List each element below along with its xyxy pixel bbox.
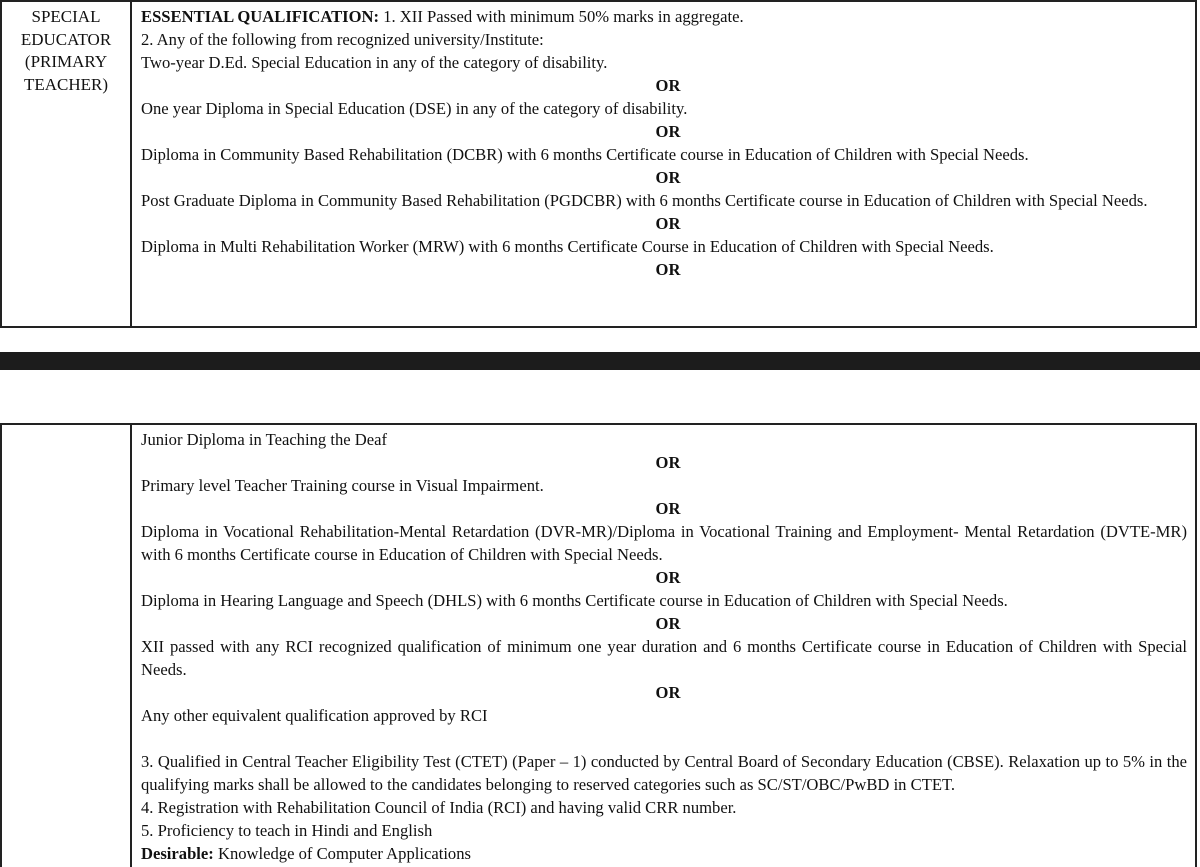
option-dcbr: Diploma in Community Based Rehabilitation (DCBR) with 6 months Certificate course in Education of Children with Special Needs. xyxy=(141,145,1029,164)
option-visual-impairment: Primary level Teacher Training course in Visual Impairment. xyxy=(141,476,544,495)
option-equivalent: Any other equivalent qualification approved by RCI xyxy=(141,706,488,725)
item-5-proficiency: 5. Proficiency to teach in Hindi and English xyxy=(141,821,433,840)
post-name-line: SPECIAL xyxy=(31,7,101,26)
post-name-line: TEACHER) xyxy=(23,74,109,94)
page-break-divider xyxy=(0,352,1200,370)
option-dse: One year Diploma in Special Education (DSE) in any of the category of disability. xyxy=(141,99,688,118)
or-separator: OR xyxy=(655,76,681,95)
or-separator: OR xyxy=(655,214,681,233)
qualification-table-top xyxy=(0,0,1197,328)
option-rci-qualification: XII passed with any RCI recognized qualification of minimum one year duration and 6 months Certificate course in Education of Children with Special Needs. xyxy=(141,637,1187,679)
option-pgdcbr: Post Graduate Diploma in Community Based Rehabilitation (PGDCBR) with 6 months Certificate course in Education of Children with Special Needs. xyxy=(141,191,1148,210)
qualification-table-bottom xyxy=(0,423,1197,867)
option-mrw: Diploma in Multi Rehabilitation Worker (MRW) with 6 months Certificate Course in Education of Children with Special Needs. xyxy=(141,237,994,256)
or-separator: OR xyxy=(655,499,681,518)
item-2: 2. Any of the following from recognized university/Institute: xyxy=(141,30,544,49)
or-separator: OR xyxy=(655,614,681,633)
qualification-cell-continued xyxy=(132,425,1195,867)
essential-text: 1. XII Passed with minimum 50% marks in aggregate. xyxy=(379,7,744,26)
option-ded: Two-year D.Ed. Special Education in any of the category of disability. xyxy=(141,53,608,72)
desirable-text: Knowledge of Computer Applications xyxy=(213,844,471,863)
or-separator: OR xyxy=(655,453,681,472)
post-name-line: EDUCATOR xyxy=(20,29,112,49)
option-dvr-mr: Diploma in Vocational Rehabilitation-Mental Retardation (DVR-MR)/Diploma in Vocational Training and Employment- Mental Retardation (DVTE-MR) with 6 months Certificate course in Education of Children with Special Needs. xyxy=(141,522,1187,564)
post-name-cell-empty xyxy=(2,425,132,867)
desirable-label: Desirable: xyxy=(141,844,214,863)
post-name-cell xyxy=(2,2,132,326)
qualification-cell xyxy=(132,2,1195,326)
essential-label: ESSENTIAL QUALIFICATION: xyxy=(141,7,380,26)
item-4-rci: 4. Registration with Rehabilitation Council of India (RCI) and having valid CRR number. xyxy=(141,798,737,817)
or-separator: OR xyxy=(655,568,681,587)
option-dhls: Diploma in Hearing Language and Speech (DHLS) with 6 months Certificate course in Education of Children with Special Needs. xyxy=(141,591,1008,610)
or-separator: OR xyxy=(655,122,681,141)
desirable-line xyxy=(141,842,1187,865)
or-separator: OR xyxy=(655,168,681,187)
item-3-ctet: 3. Qualified in Central Teacher Eligibility Test (CTET) (Paper – 1) conducted by Central Board of Secondary Education (CBSE). Relaxation up to 5% in the qualifying marks shall be allowed to the candidates belonging to reserved categories such as SC/ST/OBC/PwBD in CTET. xyxy=(141,752,1187,794)
post-name-line: (PRIMARY xyxy=(24,52,108,71)
or-separator: OR xyxy=(655,683,681,702)
or-separator: OR xyxy=(655,260,681,279)
spacer xyxy=(141,727,1187,750)
essential-qualification-line xyxy=(141,5,1187,28)
option-jdtd: Junior Diploma in Teaching the Deaf xyxy=(141,430,387,449)
